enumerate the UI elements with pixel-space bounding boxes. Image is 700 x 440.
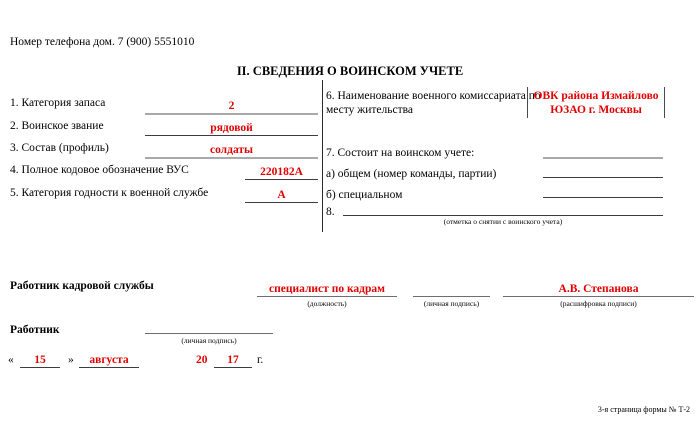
caption-hr-signature: (личная подпись) <box>423 299 480 308</box>
label-item8: 8. <box>326 206 335 218</box>
value-fitness-category: А <box>277 189 286 201</box>
field-reserve-category[interactable] <box>145 96 318 115</box>
label-registration-special: б) специальном <box>326 189 403 201</box>
value-date-year: 17 <box>227 354 239 366</box>
label-military-registration: 7. Состоит на воинском учете: <box>326 147 475 159</box>
value-military-rank: рядовой <box>210 122 253 134</box>
caption-hr-position: (должность) <box>307 299 347 308</box>
label-military-rank: 2. Воинское звание <box>10 120 104 132</box>
field-deregistration-note[interactable] <box>343 204 663 216</box>
value-date-month: августа <box>89 354 129 366</box>
label-registration-general: а) общем (номер команды, партии) <box>326 168 497 180</box>
field-registration-7[interactable] <box>543 145 663 159</box>
value-vus-code: 220182А <box>260 166 303 178</box>
phone-line: Номер телефона дом. 7 (900) 5551010 <box>10 36 195 48</box>
page-footer: 3-я страница формы № Т-2 <box>597 405 690 414</box>
field-vus-code[interactable] <box>245 162 318 180</box>
label-commissariat-line2: месту жительства <box>326 104 413 116</box>
date-year-suffix: г. <box>257 354 264 366</box>
label-composition-profile: 3. Состав (профиль) <box>10 142 109 154</box>
field-hr-position[interactable] <box>257 279 397 297</box>
label-vus-code: 4. Полное кодовое обозначение ВУС <box>10 164 189 176</box>
section-title: II. СВЕДЕНИЯ О ВОИНСКОМ УЧЕТЕ <box>236 64 464 78</box>
field-hr-transcript[interactable] <box>503 279 694 297</box>
date-close-quote: » <box>68 354 74 366</box>
value-commissariat-line1: ОВК района Измайлово <box>533 89 659 102</box>
value-commissariat-line2: ЮЗАО г. Москвы <box>550 103 642 116</box>
field-military-rank[interactable] <box>145 118 318 136</box>
field-employee-signature[interactable] <box>145 322 273 334</box>
caption-employee-signature: (личная подпись) <box>181 336 237 345</box>
label-hr-employee: Работник кадровой службы <box>10 280 154 292</box>
value-composition-profile: солдаты <box>209 144 254 156</box>
field-fitness-category[interactable] <box>245 185 318 203</box>
caption-hr-transcript: (расшифровка подписи) <box>560 299 637 308</box>
date-century: 20 <box>196 354 208 366</box>
column-divider <box>322 80 323 232</box>
field-registration-general[interactable] <box>543 166 663 178</box>
field-commissariat[interactable] <box>527 87 665 118</box>
value-hr-position: специалист по кадрам <box>269 283 385 295</box>
label-reserve-category: 1. Категория запаса <box>10 97 106 109</box>
field-date-month[interactable] <box>79 352 139 368</box>
date-open-quote: « <box>8 354 14 366</box>
field-composition-profile[interactable] <box>145 140 318 159</box>
field-date-year[interactable] <box>214 352 252 368</box>
caption-deregistration-note: (отметка о снятии с воинского учета) <box>443 217 563 226</box>
value-date-day: 15 <box>34 354 46 366</box>
field-date-day[interactable] <box>20 352 60 368</box>
field-registration-special[interactable] <box>543 186 663 198</box>
label-employee: Работник <box>10 324 60 336</box>
label-fitness-category: 5. Категория годности к военной службе <box>10 187 209 199</box>
value-hr-transcript: А.В. Степанова <box>558 283 639 295</box>
value-reserve-category: 2 <box>228 100 235 112</box>
label-commissariat-line1: 6. Наименование военного комиссариата по <box>326 90 541 102</box>
field-hr-signature[interactable] <box>413 279 490 297</box>
